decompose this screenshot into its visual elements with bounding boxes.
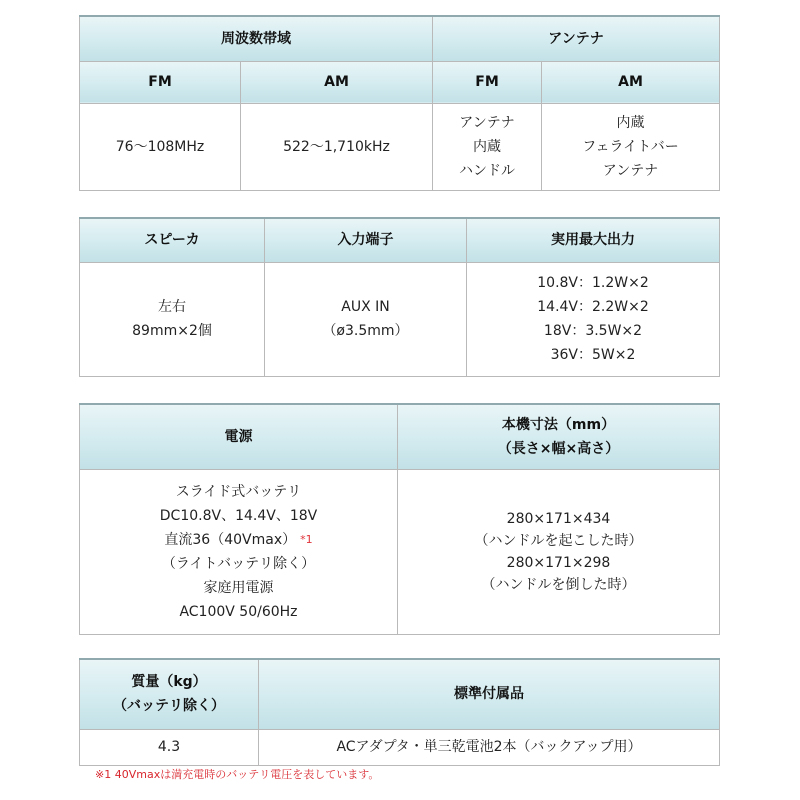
freq-fm-value: 76～108MHz xyxy=(80,103,241,190)
header-antenna-fm: FM xyxy=(433,61,542,103)
antenna-am-line: フェライトバー xyxy=(582,138,679,155)
header-mass-line: 質量（kg） xyxy=(131,674,207,691)
antenna-fm-line: アンテナ xyxy=(459,114,515,131)
dimensions-line: 280×171×434 xyxy=(506,510,611,527)
frequency-antenna-table xyxy=(79,15,720,191)
output-line: 10.8V：1.2W×2 xyxy=(537,275,649,291)
antenna-am-line: 内蔵 xyxy=(616,114,645,131)
dimensions-value xyxy=(398,469,720,634)
power-value xyxy=(80,469,398,634)
power-line: （ライトバッテリ除く） xyxy=(161,555,316,572)
speaker-line: 89mm×2個 xyxy=(132,323,212,339)
output-value xyxy=(467,262,720,376)
dimensions-line: （ハンドルを倒した時） xyxy=(481,576,636,593)
footnote-marker: *1 xyxy=(300,532,313,546)
power-line: DC10.8V、14.4V、18V xyxy=(159,507,318,524)
header-frequency-band: 周波数帯域 xyxy=(80,16,433,61)
header-dimensions-line: （長さ×幅×高さ） xyxy=(497,440,620,457)
header-dimensions xyxy=(398,404,720,469)
speaker-value xyxy=(80,262,265,376)
header-accessories: 標準付属品 xyxy=(259,659,720,729)
header-input-terminal: 入力端子 xyxy=(265,218,467,262)
speaker-output-table xyxy=(79,217,720,377)
header-antenna: アンテナ xyxy=(433,16,720,61)
input-line: AUX IN xyxy=(341,299,390,315)
power-line: 家庭用電源 xyxy=(203,579,274,596)
input-value xyxy=(265,262,467,376)
speaker-line: 左右 xyxy=(158,299,186,315)
output-line: 18V：3.5W×2 xyxy=(543,323,643,339)
accessories-value: ACアダプタ・単三乾電池2本（バックアップ用） xyxy=(259,729,720,765)
header-speaker: スピーカ xyxy=(80,218,265,262)
power-line: スライド式バッテリ xyxy=(175,483,302,500)
dimensions-line: （ハンドルを起こした時） xyxy=(474,532,643,549)
antenna-am-line: アンテナ xyxy=(602,162,659,179)
dimensions-line: 280×171×298 xyxy=(506,554,611,571)
output-line: 14.4V：2.2W×2 xyxy=(537,299,649,315)
power-line xyxy=(80,528,397,552)
mass-value: 4.3 xyxy=(80,729,259,765)
footnote: ※1 40Vmaxは満充電時のバッテリ電圧を表しています。 xyxy=(95,768,380,781)
mass-accessories-table xyxy=(79,658,720,766)
header-max-output: 実用最大出力 xyxy=(467,218,720,262)
header-freq-fm: FM xyxy=(80,61,241,103)
header-power: 電源 xyxy=(80,404,398,469)
antenna-fm-line: 内蔵 xyxy=(473,138,501,155)
antenna-fm-line: ハンドル xyxy=(459,162,515,179)
antenna-am-value xyxy=(542,103,720,190)
output-line: 36V：5W×2 xyxy=(550,347,636,363)
header-antenna-am: AM xyxy=(542,61,720,103)
header-mass xyxy=(80,659,259,729)
power-dimensions-table xyxy=(79,403,720,635)
power-line: AC100V 50/60Hz xyxy=(179,603,298,620)
header-freq-am: AM xyxy=(241,61,433,103)
input-line: （ø3.5mm） xyxy=(322,323,409,339)
antenna-fm-value xyxy=(433,103,542,190)
header-mass-line: （バッテリ除く） xyxy=(113,698,225,715)
freq-am-value: 522～1,710kHz xyxy=(241,103,433,190)
power-line-text: 直流36（40Vmax） xyxy=(164,531,297,548)
header-dimensions-line: 本機寸法（mm） xyxy=(501,416,616,433)
